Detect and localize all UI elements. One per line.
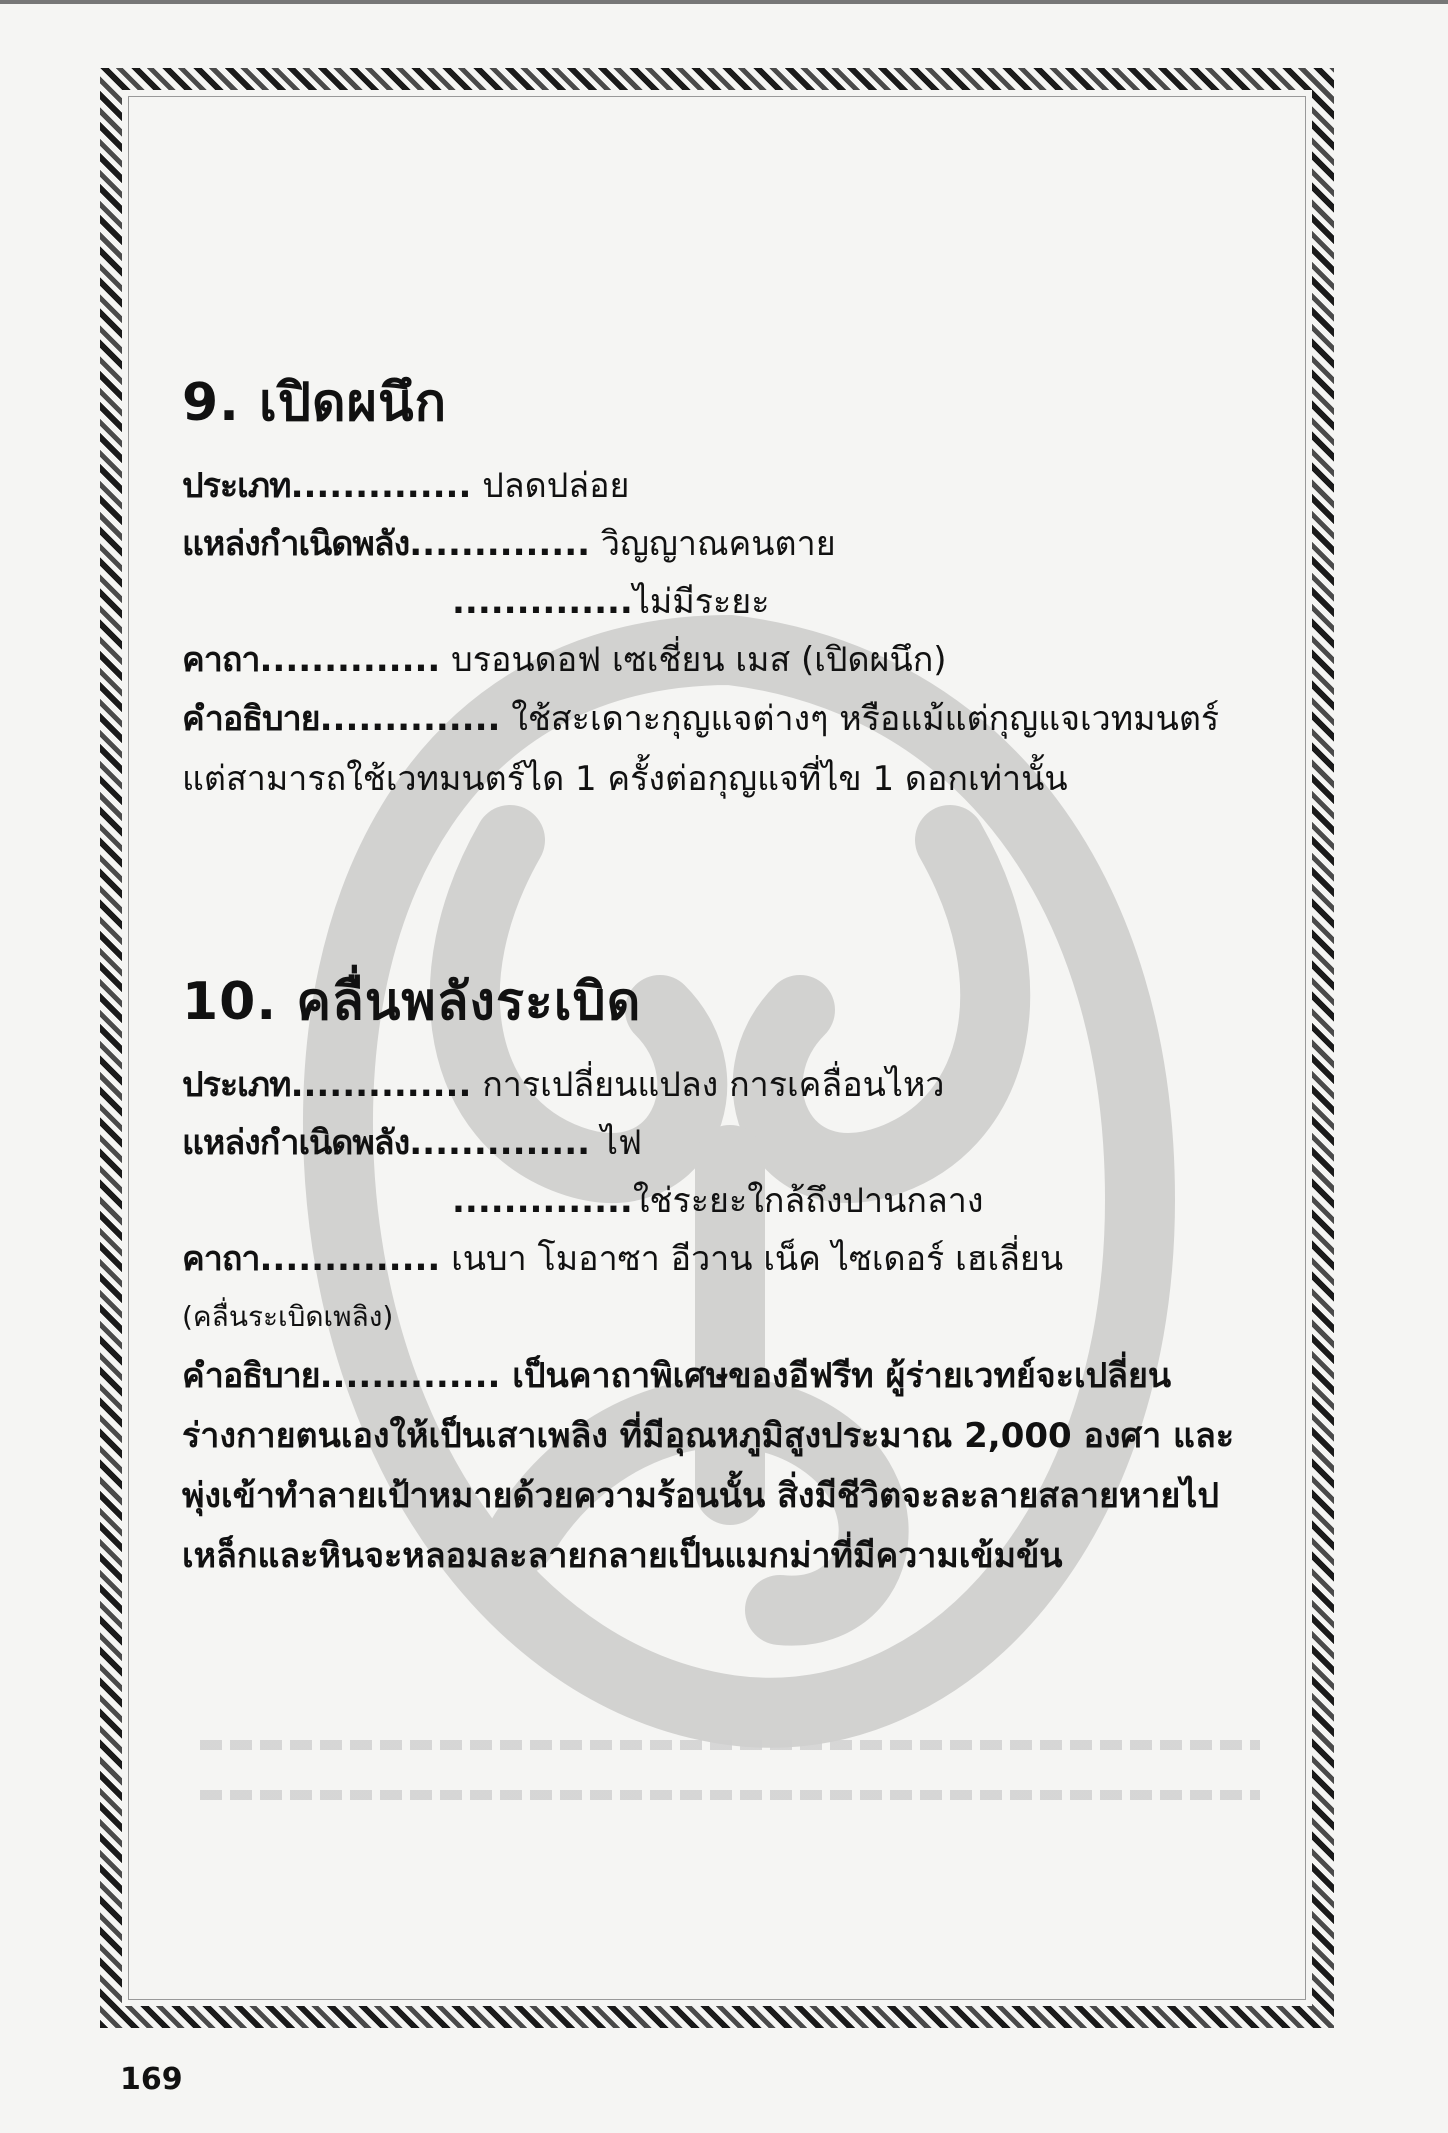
source-label: แหล่งกำเนิดพลัง <box>182 1123 410 1163</box>
range-value: ใช่ระยะใกล้ถึงปานกลาง <box>632 1181 984 1221</box>
type-value: การเปลี่ยนแปลง การเคลื่อนไหว <box>482 1065 945 1105</box>
faint-line <box>200 1790 1260 1800</box>
incantation-row <box>182 1230 1262 1288</box>
source-value: วิญญาณคนตาย <box>600 524 836 564</box>
description-label: คำอธิบาย <box>182 1356 320 1396</box>
page-number: 169 <box>120 2062 183 2097</box>
source-row <box>182 1114 1262 1172</box>
type-label: ประเภท <box>182 1065 291 1105</box>
bleed-through-text <box>200 1740 1260 1840</box>
type-label: ประเภท <box>182 466 291 506</box>
incantation-label: คาถา <box>182 1239 260 1279</box>
range-value: ไม่มีระยะ <box>632 582 770 622</box>
section-10-title: 10. คลื่นพลังระเบิด <box>182 972 642 1032</box>
source-row <box>182 515 1262 573</box>
page-content <box>182 360 1262 1586</box>
section-9-title: 9. เปิดผนึก <box>182 373 448 433</box>
leader-dots: .............. <box>409 1123 591 1163</box>
description-label: คำอธิบาย <box>182 699 320 739</box>
leader-dots: .............. <box>452 582 633 622</box>
leader-dots: .............. <box>409 524 591 564</box>
incantation-value: บรอนดอฟ เซเชี่ยน เมส (เปิดผนึก) <box>451 640 947 680</box>
range-row <box>182 573 1262 631</box>
top-rule <box>0 0 1448 4</box>
incantation-note: (คลื่นระเบิดเพลิง) <box>182 1300 394 1333</box>
source-value: ไฟ <box>600 1123 643 1163</box>
leader-dots: .............. <box>259 640 441 680</box>
section-10 <box>182 959 1262 1586</box>
incantation-row <box>182 631 1262 689</box>
leader-dots: .............. <box>319 699 501 739</box>
leader-dots: .............. <box>259 1239 441 1279</box>
leader-dots: .............. <box>290 466 472 506</box>
leader-dots: .............. <box>290 1065 472 1105</box>
type-row <box>182 457 1262 515</box>
type-value: ปลดปล่อย <box>482 466 630 506</box>
leader-dots: .............. <box>319 1356 501 1396</box>
faint-line <box>200 1740 1260 1750</box>
description-value: เป็นคาถาพิเศษของอีฟรีท ผู้ร่ายเวทย์จะเปลี่ยนร่างกายตนเองให้เป็นเสาเพลิง ที่มีอุณหภูมิสูงประมาณ 2,000 องศา และพุ่งเข้าทำลายเป้าหมายด้วยความร้อนนั้น สิ่งมีชีวิตจะละลายสลายหายไป เหล็กและหินจะหลอมละลายกลายเป็นแมกม่าที่มีความเข้มข้น <box>182 1356 1235 1576</box>
section-9 <box>182 360 1262 809</box>
description-value: ใช้สะเดาะกุญแจต่างๆ หรือแม้แต่กุญแจเวทมนตร์ แต่สามารถใช้เวทมนตร์ได 1 ครั้งต่อกุญแจที่ไข 1 ดอกเท่านั้น <box>182 699 1220 799</box>
incantation-label: คาถา <box>182 640 260 680</box>
range-row <box>182 1172 1262 1230</box>
description-paragraph <box>182 1346 1262 1586</box>
leader-dots: .............. <box>452 1181 633 1221</box>
incantation-value: เนบา โมอาซา อีวาน เน็ค ไซเดอร์ เฮเลี่ยน <box>451 1239 1064 1279</box>
source-label: แหล่งกำเนิดพลัง <box>182 524 410 564</box>
type-row <box>182 1056 1262 1114</box>
description-paragraph <box>182 689 1262 809</box>
